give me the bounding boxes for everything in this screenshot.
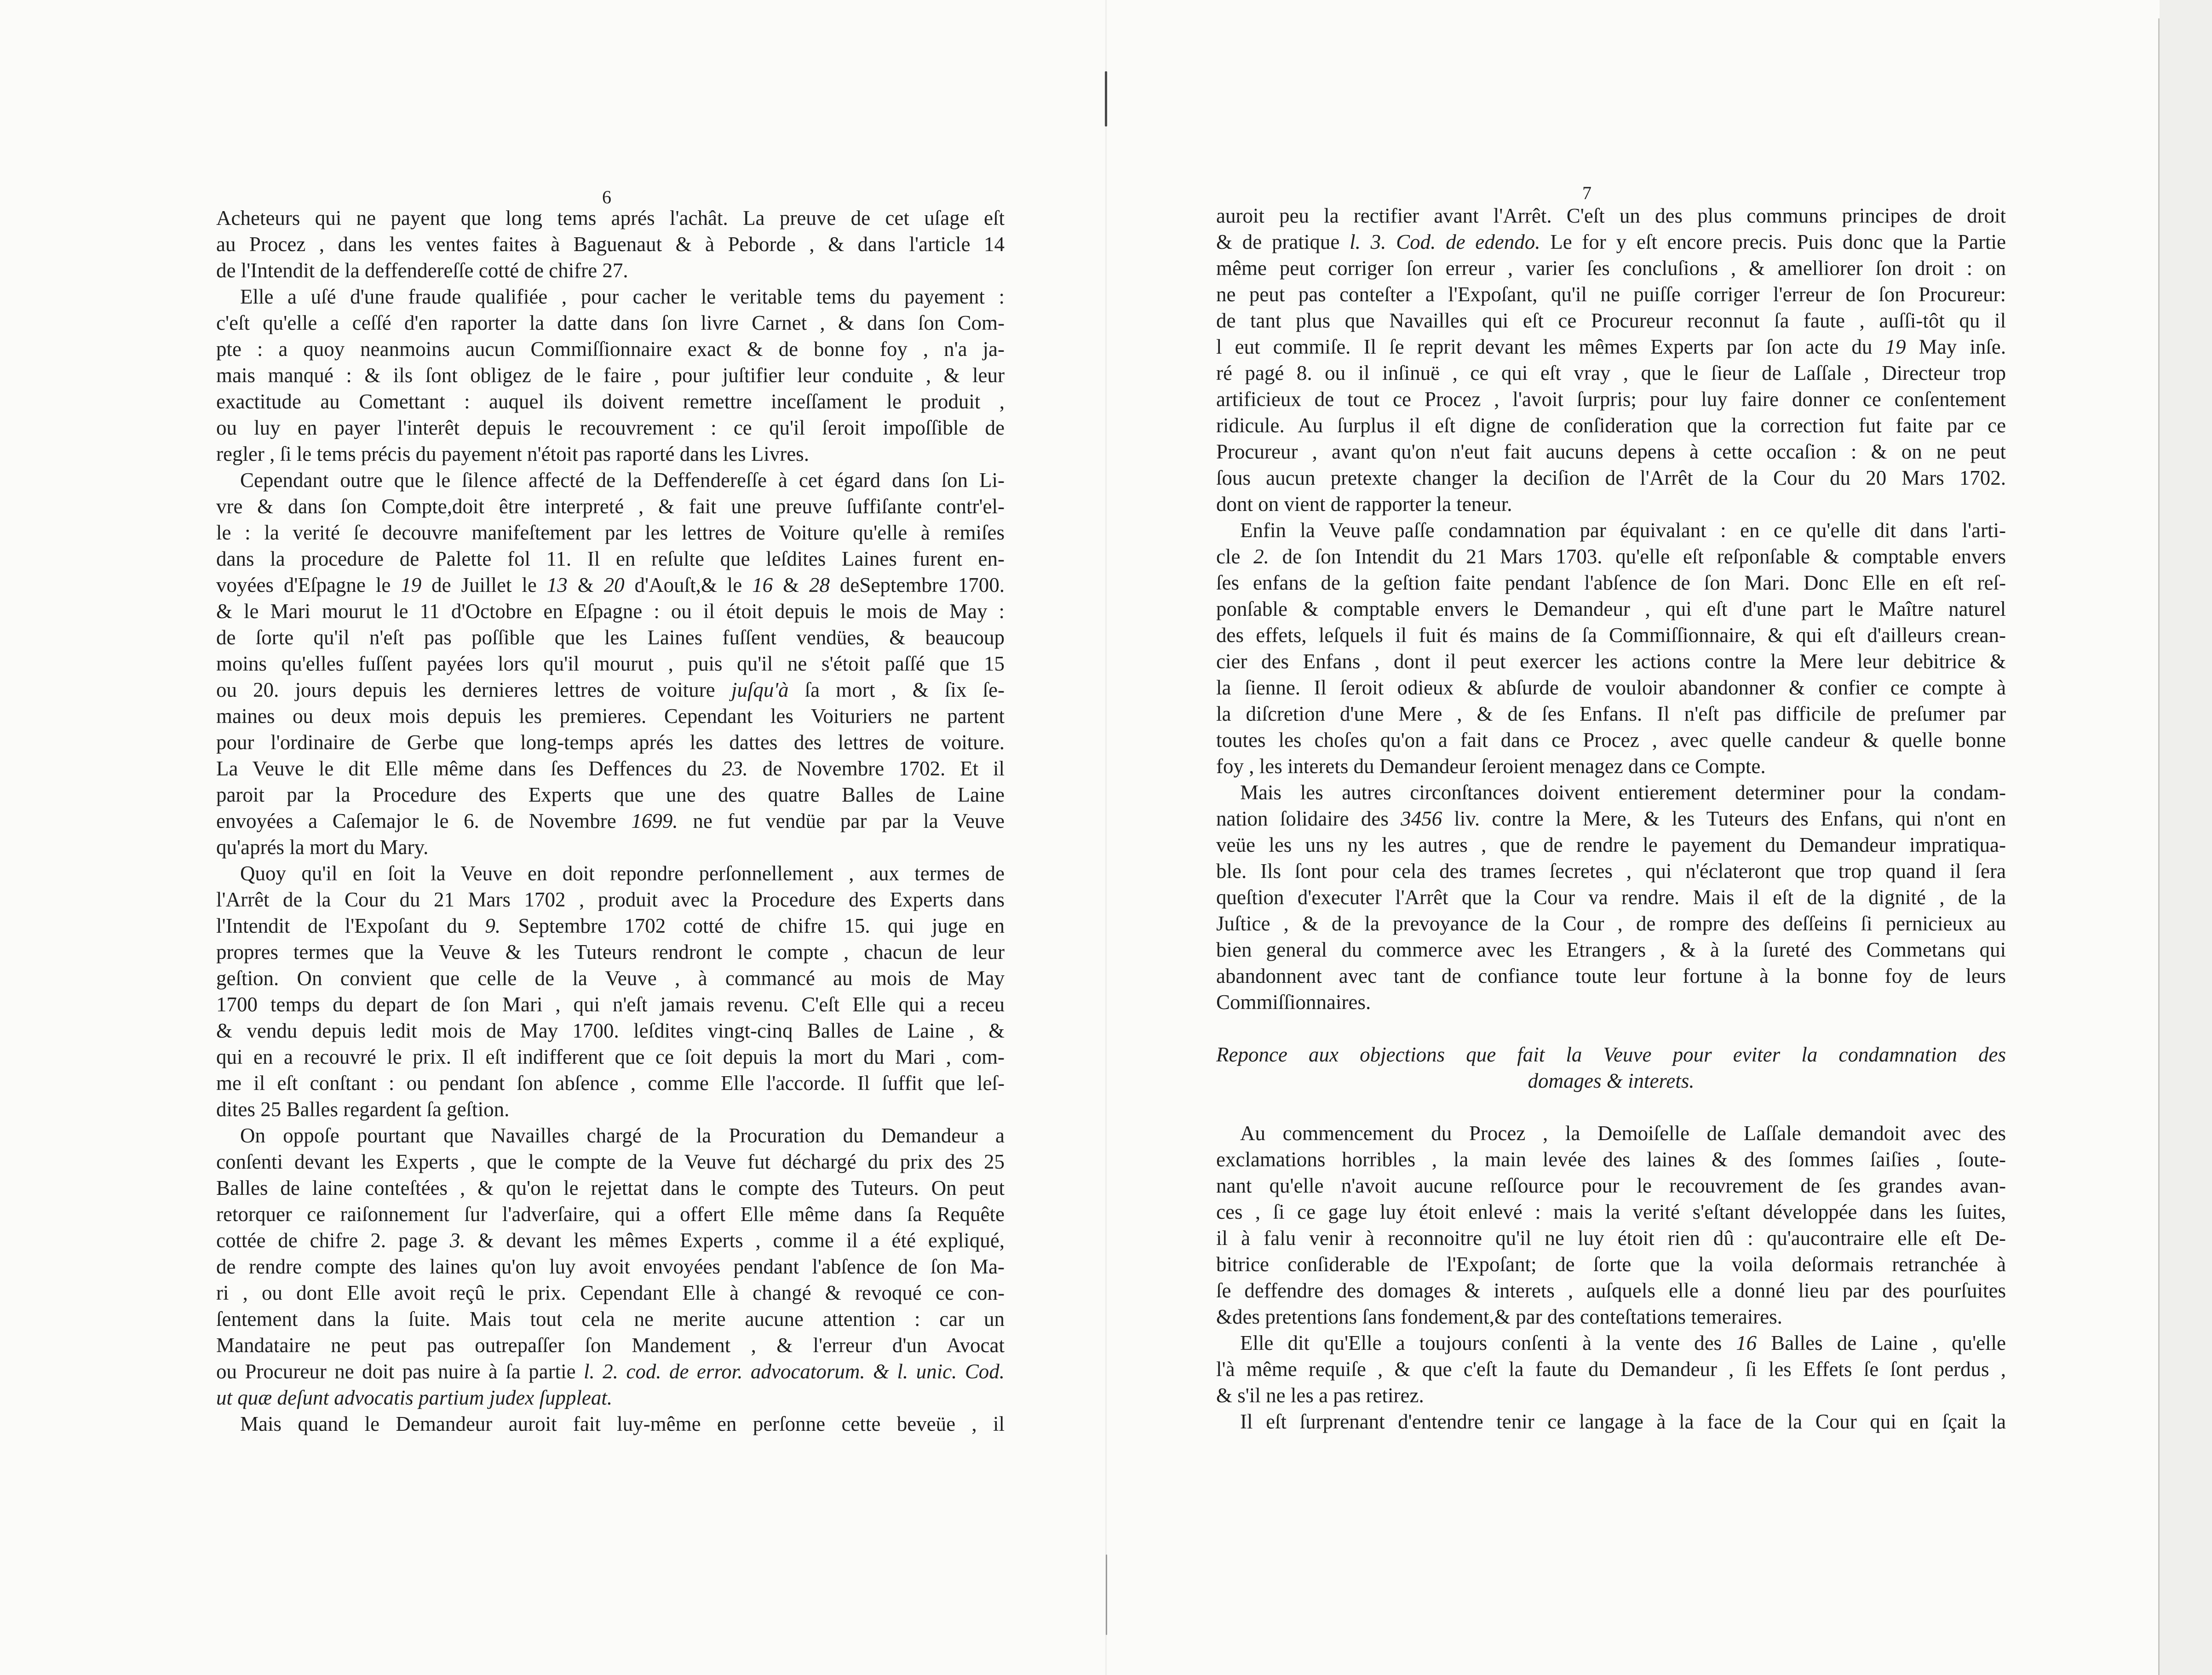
italic-text: 16 [1736, 1331, 1757, 1354]
text-line: Mais quand le Demandeur auroit fait luy-même en perſonne cette beveüe , il [240, 1412, 1005, 1435]
text-line [216, 756, 1005, 782]
text-line [216, 677, 1005, 703]
text-line: la diſcretion d'une Mere , & de ſes Enfans. Il n'eſt pas difficile de preſumer par [1216, 702, 2006, 725]
italic-text: 1699. [631, 809, 678, 832]
text-line: artificieux de tout ce Procez , l'avoit ſurpris; pour luy faire donner ce conſentement [1216, 388, 2006, 411]
text-line: On oppoſe pourtant que Navailles chargé de la Procuration du Demandeur a [240, 1124, 1005, 1147]
right-page-text [1216, 203, 2006, 1435]
text-line: ré pagé 8. ou il inſinuë , ce qui eſt vray , que le ſieur de Laſſale , Directeur trop [1216, 361, 2006, 384]
roman-text: Septembre 1702 cotté de chifre 15. qui juge en [500, 914, 1005, 937]
italic-text: 9. [485, 914, 501, 937]
page-edge [2158, 18, 2160, 1675]
text-line: ne peut pas conteſter a l'Expoſant, qu'il ne puiſſe corriger l'erreur de ſon Procureur: [1216, 283, 2006, 306]
text-line: Mandataire ne peut pas outrepaſſer ſon Mandement , & l'erreur d'un Avocat [216, 1334, 1005, 1357]
page-number-right: 7 [1582, 183, 1591, 203]
text-line: qui en a recouvré le prix. Il eſt indifferent que ce ſoit depuis la mort du Mari , com- [216, 1045, 1005, 1068]
heading-line: Reponce aux objections que fait la Veuve pour eviter la condamnation des [1216, 1043, 2006, 1066]
paragraph [216, 205, 1005, 284]
text-line: Cependant outre que le ſilence affecté de la Deffendereſſe à cet égard dans ſon Li- [240, 469, 1005, 492]
text-line: qu'aprés la mort du Mary. [216, 836, 429, 859]
text-line: ſous aucun pretexte changer la deciſion de l'Arrêt de la Cour du 20 Mars 1702. [1216, 466, 2006, 489]
text-line: ou luy en payer l'interêt depuis le recouvrement : ce qu'il ſeroit impoſſible de [216, 416, 1005, 439]
roman-text: liv. contre la Mere, & les Tuteurs des Enfans, qui n'ont en [1442, 807, 2006, 830]
roman-text: de ſon Intendit du 21 Mars 1703. qu'elle eſt reſponſable & comptable envers [1269, 545, 2006, 568]
italic-text: 19 [1885, 335, 1906, 358]
text-line: pour l'ordinaire de Gerbe que long-temps aprés les dattes des lettres de voiture. [216, 731, 1005, 754]
text-line: ri , ou dont Elle avoit reçû le prix. Cependant Elle à changé & revoqué ce con- [216, 1281, 1005, 1304]
italic-text: 3. [449, 1229, 465, 1252]
text-line: & s'il ne les a pas retirez. [1216, 1384, 1424, 1407]
text-line: Balles de laine conteſtées , & qu'on le rejettat dans le compte des Tuteurs. On peut [216, 1176, 1005, 1199]
roman-text: ſa mort , & ſix ſe- [788, 678, 1005, 701]
text-line: mais manqué : & ils ſont obligez de le faire , pour juſtifier leur conduite , & leur [216, 364, 1005, 387]
text-line: veüe les uns ny les autres , que de rendre le payement du Demandeur impratiqua- [1216, 833, 2006, 856]
italic-text: 23. [722, 757, 748, 780]
text-line: Procureur , avant qu'on n'eut fait aucuns depens à cette occaſion : & on ne peut [1216, 440, 2006, 463]
section-body [1216, 1120, 2006, 1435]
text-line: me il eſt conſtant : ou pendant ſon abſence , comme Elle l'accorde. Il ſuffit que leſ- [216, 1072, 1005, 1095]
text-line: Au commencement du Procez , la Demoiſelle de Laſſale demandoit avec des [1240, 1122, 2006, 1145]
text-line [216, 808, 1005, 834]
roman-text: l'Intendit de l'Expoſant du [216, 914, 485, 937]
text-line: paroit par la Procedure des Experts que une des quatre Balles de Laine [216, 783, 1005, 806]
text-line [216, 1385, 1005, 1411]
roman-text: l eut commiſe. Il ſe reprit devant les mêmes Experts par ſon acte du [1216, 335, 1885, 358]
paragraph [1216, 1120, 2006, 1330]
text-line: Elle a uſé d'une fraude qualifiée , pour cacher le veritable tems du payement : [240, 285, 1005, 308]
text-line [1216, 544, 2006, 570]
italic-text: 28 [809, 574, 830, 597]
text-line: exclamations horribles , la main levée des laines & des ſommes ſaiſies , ſoute- [1216, 1148, 2006, 1171]
text-line: ſes enfans de la geſtion faite pendant l'abſence de ſon Mari. Donc Elle en eſt reſ- [1216, 571, 2006, 594]
text-line [1216, 229, 2006, 255]
text-line: Acheteurs qui ne payent que long tems aprés l'achât. La preuve de cet uſage eſt [216, 207, 1005, 229]
roman-text: d'Aouſt,& le [624, 574, 753, 597]
text-line: pte : a quoy neanmoins aucun Commiſſionnaire exact & de bonne foy , n'a ja- [216, 338, 1005, 361]
paragraph [216, 467, 1005, 860]
text-line: nant qu'elle n'avoit aucune reſſource pour le recouvrement de ſes grandes avan- [1216, 1174, 2006, 1197]
roman-text: ou Procureur ne doit pas nuire à ſa partie [216, 1360, 584, 1383]
text-line: des effets, leſquels il fuit és mains de ſa Commiſſionnaire, & qui eſt d'ailleurs crean- [1216, 624, 2006, 647]
text-line [1216, 1330, 2006, 1356]
text-line: Mais les autres circonſtances doivent entierement determiner pour la condam- [1240, 781, 2006, 804]
text-line: Commiſſionnaires. [1216, 991, 1371, 1014]
italic-text: juſqu'à [731, 678, 789, 701]
gutter-mark [1105, 71, 1107, 126]
text-line: bien general du commerce avec les Etrangers , & à la ſureté des Commetans qui [1216, 938, 2006, 961]
text-line: de tant plus que Navailles qui eſt ce Procureur reconnut ſa faute , auſſi-tôt qu il [1216, 309, 2006, 332]
text-line: le : la verité ſe decouvre manifeſtement par les lettres de Voiture qu'elle à remiſes [216, 521, 1005, 544]
paragraph [216, 284, 1005, 467]
text-line: de rendre compte des laines qu'on luy avoit envoyées pendant l'abſence de ſon Ma- [216, 1255, 1005, 1278]
text-line [1216, 806, 2006, 832]
text-line: l'à même requiſe , & que c'eſt la faute du Demandeur , ſi les Effets ſe ſont perdus , [1216, 1358, 2006, 1381]
roman-text: nation ſolidaire des [1216, 807, 1401, 830]
roman-text: ou 20. jours depuis les dernieres lettres de voiture [216, 678, 731, 701]
paragraph [1216, 1330, 2006, 1409]
text-line: bitrice conſiderable de l'Expoſant; de ſorte que la voila deſormais retranchée à [1216, 1253, 2006, 1276]
roman-text: & de pratique [1216, 230, 1350, 253]
text-line: conſenti devant les Experts , que le compte de la Veuve fut déchargé du prix des 25 [216, 1150, 1005, 1173]
section-heading [1216, 1042, 2006, 1094]
text-line [216, 913, 1005, 939]
text-line: Juſtice , & de la prevoyance de la Cour , de rompre des deſſeins ſi pernicieux au [1216, 912, 2006, 935]
italic-text: 13 [546, 574, 568, 597]
text-line [216, 572, 1005, 598]
text-line: cier des Enfans , dont il peut exercer les actions contre la Mere leur debitrice & [1216, 650, 2006, 673]
text-line [216, 1359, 1005, 1385]
roman-text: Balles de Laine , qu'elle [1757, 1331, 2006, 1354]
roman-text: Le for y eſt encore precis. Puis donc que la Partie [1540, 230, 2006, 253]
text-line: moins qu'elles fuſſent payées lors qu'il mourut , puis qu'il ne s'étoit paſſé que 15 [216, 652, 1005, 675]
text-line: geſtion. On convient que celle de la Veuve , à commancé au mois de May [216, 967, 1005, 990]
text-line: queſtion d'executer l'Arrêt que la Cour va rendre. Mais il eſt de la dignité , de la [1216, 886, 2006, 909]
italic-text: 20 [603, 574, 625, 597]
right-page-body [1216, 203, 2006, 1015]
text-line: c'eſt qu'elle a ceſſé d'en raporter la datte dans ſon livre Carnet , & dans ſon Com- [216, 311, 1005, 334]
left-page-text [216, 205, 1005, 1437]
text-line: ſe deffendre des domages & interets , auſquels elle a donné lieu par des pourſuites [1216, 1279, 2006, 1302]
text-line: foy , les interets du Demandeur ſeroient menagez dans ce Compte. [1216, 755, 1766, 778]
page-gutter [1105, 0, 1107, 1675]
roman-text: May inſe. [1906, 335, 2006, 358]
paragraph [1216, 1409, 2006, 1435]
italic-text: l. 2. cod. de error. advocatorum. & l. unic. Cod. [583, 1360, 1005, 1383]
roman-text: cle [1216, 545, 1254, 568]
heading-line: domages & interets. [1528, 1069, 1695, 1092]
text-line: de ſorte qu'il n'eſt pas poſſible que les Laines fuſſent vendües, & beaucoup [216, 626, 1005, 649]
text-line: dites 25 Balles regardent ſa geſtion. [216, 1098, 510, 1121]
paragraph [216, 1123, 1005, 1411]
italic-text: 2. [1253, 545, 1269, 568]
roman-text: Elle dit qu'Elle a toujours conſenti à la vente des [1240, 1331, 1736, 1354]
text-line: ble. Ils ſont pour cela des trames ſecretes , qui n'éclateront que trop quand il ſera [1216, 860, 2006, 883]
text-line: regler , ſi le tems précis du payement n'étoit pas raporté dans les Livres. [216, 442, 809, 465]
text-line: Enfin la Veuve paſſe condamnation par équivalant : en ce qu'elle dit dans l'arti- [1240, 519, 2006, 542]
text-line: Quoy qu'il en ſoit la Veuve en doit repondre perſonnellement , aux termes de [240, 862, 1005, 885]
roman-text: de Juillet le [421, 574, 547, 597]
italic-text: 19 [401, 574, 422, 597]
text-line: auroit peu la rectifier avant l'Arrêt. C'eſt un des plus communs principes de droit [1216, 204, 2006, 227]
italic-text: ut quæ deſunt advocatis partium judex ſuppleat. [216, 1386, 613, 1409]
paragraph [1216, 517, 2006, 780]
text-line: dans la procedure de Palette fol 11. Il en reſulte que leſdites Laines furent en- [216, 547, 1005, 570]
text-line: Il eſt ſurprenant d'entendre tenir ce langage à la face de la Cour qui en ſçait la [1240, 1410, 2006, 1433]
text-line: exactitude au Comettant : auquel ils doivent remettre inceſſament le produit , [216, 390, 1005, 413]
text-line [1216, 334, 2006, 360]
text-line: même peut corriger ſon erreur , varier ſes concluſions , & amelliorer ſon droit : on [1216, 257, 2006, 280]
text-line: l'Arrêt de la Cour du 21 Mars 1702 , produit avec la Procedure des Experts dans [216, 888, 1005, 911]
paragraph [216, 1411, 1005, 1437]
paragraph [1216, 203, 2006, 517]
text-line: de l'Intendit de la deffendereſſe cotté de chifre 27. [216, 259, 628, 282]
text-line: dont on vient de rapporter la teneur. [1216, 493, 1512, 516]
text-line: ridicule. Au ſurplus il eſt digne de conſideration que la correction fut faite par ce [1216, 414, 2006, 437]
roman-text: & [773, 574, 809, 597]
text-line: &des pretentions ſans fondement,& par des conteſtations temeraires. [1216, 1305, 1782, 1328]
roman-text: de Novembre 1702. Et il [747, 757, 1005, 780]
roman-text: La Veuve le dit Elle même dans ſes Deffences du [216, 757, 722, 780]
italic-text: 3456 [1401, 807, 1442, 830]
text-line: ponſable & comptable envers le Demandeur , qui eſt d'une part le Maître naturel [1216, 597, 2006, 620]
text-line: maines ou deux mois depuis les premieres. Cependant les Voituriers ne partent [216, 705, 1005, 728]
text-line: & vendu depuis ledit mois de May 1700. leſdites vingt-cinq Balles de Laine , & [216, 1019, 1005, 1042]
text-line: la ſienne. Il ſeroit odieux & abſurde de vouloir abandonner & confier ce compte à [1216, 676, 2006, 699]
text-line: ſentement dans la ſuite. Mais tout cela ne merite aucune attention : car un [216, 1308, 1005, 1331]
italic-text: l. 3. Cod. de edendo. [1350, 230, 1540, 253]
text-line [216, 1228, 1005, 1254]
roman-text: cottée de chifre 2. page [216, 1229, 450, 1252]
text-line: propres termes que la Veuve & les Tuteurs rendront le compte , chacun de leur [216, 941, 1005, 964]
roman-text: voyées d'Eſpagne le [216, 574, 401, 597]
roman-text: & devant les mêmes Experts , comme il a été expliqué, [465, 1229, 1005, 1252]
gutter-mark [1106, 1555, 1107, 1635]
text-line: ces , ſi ce gage luy étoit enlevé : mais la verité s'eſtant développée dans les ſuites, [1216, 1200, 2006, 1223]
text-line: retorquer ce raiſonnement ſur l'adverſaire, qui a offert Elle même dans ſa Requête [216, 1203, 1005, 1226]
outer-margin [2160, 0, 2212, 1675]
italic-text: 16 [752, 574, 773, 597]
text-line: au Procez , dans les ventes faites à Baguenaut & à Peborde , & dans l'article 14 [216, 233, 1005, 256]
roman-text: deSeptembre 1700. [830, 574, 1005, 597]
roman-text: & [567, 574, 604, 597]
text-line: & le Mari mourut le 11 d'Octobre en Eſpagne : ou il étoit depuis le mois de May : [216, 600, 1005, 623]
roman-text: envoyées a Caſemajor le 6. de Novembre [216, 809, 632, 832]
paragraph [216, 860, 1005, 1123]
paragraph [1216, 780, 2006, 1015]
text-line: toutes les choſes qu'on a fait dans ce Procez , avec quelle candeur & quelle bonne [1216, 729, 2006, 751]
roman-text: ne fut vendüe par par la Veuve [678, 809, 1005, 832]
text-line: vre & dans ſon Compte,doit être interpreté , & fait une preuve ſuffiſante contr'el- [216, 495, 1005, 518]
text-line: il à falu venir à reconnoitre qu'il ne luy étoit rien dû : qu'aucontraire elle eſt De- [1216, 1227, 2006, 1250]
text-line: abandonnent avec tant de confiance toute leur fortune à la bonne foy de leurs [1216, 964, 2006, 987]
text-line: 1700 temps du depart de ſon Mari , qui n'eſt jamais revenu. C'eſt Elle qui a receu [216, 993, 1005, 1016]
page-number-left: 6 [602, 187, 611, 207]
